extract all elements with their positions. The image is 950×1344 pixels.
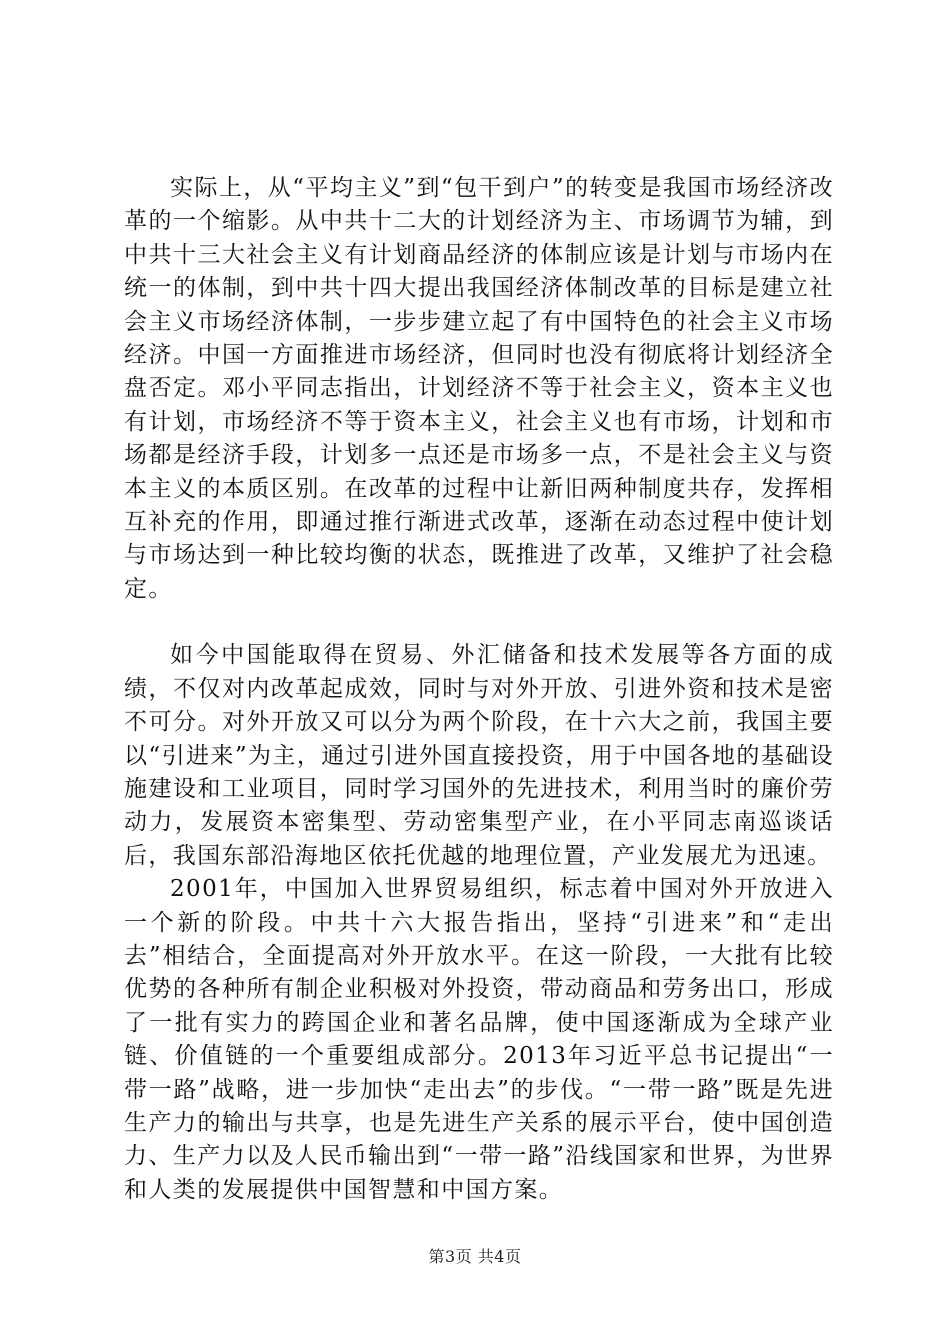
paragraph-reform: 实际上，从“平均主义”到“包干到户”的转变是我国市场经济改革的一个缩影。从中共十二大的计划经济为主、市场调节为辅，到中共十三大社会主义有计划商品经济的体制应该是计划与市场内在统一的体制，到中共十四大提出我国经济体制改革的目标是建立社会主义市场经济体制，一步步建立起了有中国特色的社会主义市场经济。中国一方面推进市场经济，但同时也没有彻底将计划经济全盘否定。邓小平同志指出，计划经济不等于社会主义，资本主义也有计划，市场经济不等于资本主义，社会主义也有市场，计划和市场都是经济手段，计划多一点还是市场多一点，不是社会主义与资本主义的本质区别。在改革的过程中让新旧两种制度共存，发挥相互补充的作用，即通过推行渐进式改革，逐渐在动态过程中使计划与市场达到一种比较均衡的状态，既推进了改革，又维护了社会稳定。 [124,175,834,602]
document-body [124,172,834,1207]
paragraph-wto-belt-road: 2001年，中国加入世界贸易组织，标志着中国对外开放进入一个新的阶段。中共十六大报告指出，坚持“引进来”和“走出去”相结合，全面提高对外开放水平。在这一阶段，一大批有比较优势的各种所有制企业积极对外投资，带动商品和劳务出口，形成了一批有实力的跨国企业和著名品牌，使中国逐渐成为全球产业链、价值链的一个重要组成部分。2013年习近平总书记提出“一带一路”战略，进一步加快“走出去”的步伐。“一带一路”既是先进生产力的输出与共享，也是先进生产关系的展示平台，使中国创造力、生产力以及人民币输出到“一带一路”沿线国家和世界，为世界和人类的发展提供中国智慧和中国方案。 [124,876,834,1203]
paragraph-opening-up: 如今中国能取得在贸易、外汇储备和技术发展等各方面的成绩，不仅对内改革起成效，同时与对外开放、引进外资和技术是密不可分。对外开放又可以分为两个阶段，在十六大之前，我国主要以“引进来”为主，通过引进外国直接投资，用于中国各地的基础设施建设和工业项目，同时学习国外的先进技术，利用当时的廉价劳动力，发展资本密集型、劳动密集型产业，在小平同志南巡谈话后，我国东部沿海地区依托优越的地理位置，产业发展尤为迅速。 [124,642,834,869]
page-number-footer: 第3页 共4页 [428,1247,522,1266]
